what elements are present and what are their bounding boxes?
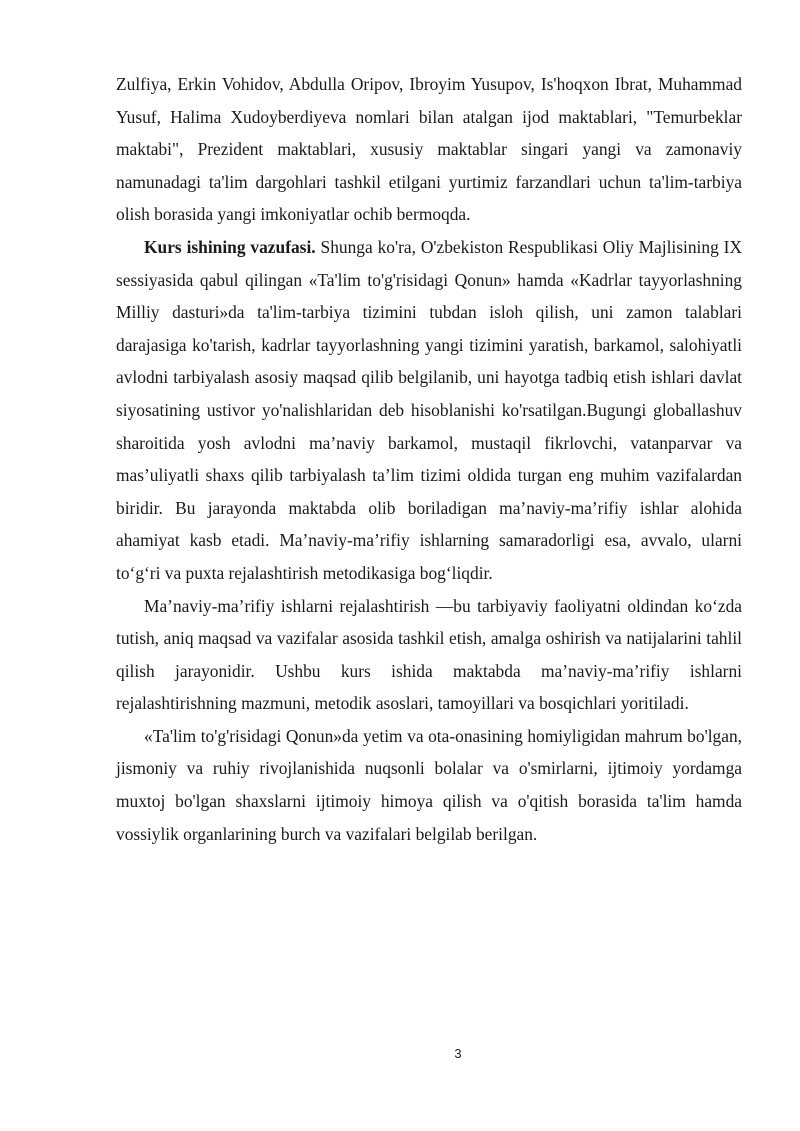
paragraph-text: Shunga ko'ra, O'zbekiston Respublikasi Oliy Majlisining IX sessiyasida qabul qilingan «Ta'lim to'g'risidagi Qonun» hamda «Kadrlar tayyorlashning Milliy dasturi»da ta'lim-tarbiya tizimini tubdan isloh qilish, uni zamon talablari darajasiga ko'tarish, kadrlar tayyorlashning yangi tizimini yaratish, barkamol, salohiyatli avlodni tarbiyalash asosiy maqsad qilib belgilanib, uni hayotga tadbiq etish ishlari davlat siyosatining ustivor yo'nalishlaridan deb hisoblanishi ko'rsatilgan.Bugungi globallashuv sharoitida yosh avlodni ma’naviy barkamol, mustaqil fikrlovchi, vatanparvar va mas’uliyatli shaxs qilib tarbiyalash ta’lim tizimi oldida turgan eng muhim vazifalardan biridir. Bu jarayonda maktabda olib boriladigan ma’naviy-ma’rifiy ishlar alohida ahamiyat kasb etadi. Ma’naviy-ma’rifiy ishlarning samaradorligi esa, avvalo, ularni to‘g‘ri va puxta rejalashtirish metodikasiga bog‘liqdir.	[116, 236, 742, 583]
paragraph-law	[116, 720, 742, 850]
paragraph-text: «Ta'lim to'g'risidagi Qonun»da yetim va ota-onasining homiyligidan mahrum bo'lgan, jismoniy va ruhiy rivojlanishida nuqsonli bolalar va o'smirlarni, ijtimoiy yordamga muxtoj bo'lgan shaxslarni ijtimoiy himoya qilish va o'qitish borasida ta'lim hamda vossiylik organlarining burch va vazifalari belgilab berilgan.	[116, 725, 742, 844]
paragraph-planning	[116, 590, 742, 720]
paragraph-course-task	[116, 231, 742, 590]
paragraph-continuation	[116, 68, 742, 231]
paragraph-text: Zulfiya, Erkin Vohidov, Abdulla Oripov, Ibroyim Yusupov, Is'hoqxon Ibrat, Muhammad Yusuf, Halima Xudoyberdiyeva nomlari bilan atalgan ijod maktablari, "Temurbeklar maktabi", Prezident maktablari, xususiy maktablar singari yangi va zamonaviy namunadagi ta'lim dargohlari tashkil etilgani yurtimiz farzandlari uchun ta'lim-tarbiya olish borasida yangi imkoniyatlar ochib bermoqda.	[116, 74, 742, 225]
paragraph-text: Ma’naviy-ma’rifiy ishlarni rejalashtirish —bu tarbiyaviy faoliyatni oldindan ko‘zda tutish, aniq maqsad va vazifalar asosida tashkil etish, amalga oshirish va natijalarini tahlil qilish jarayonidir. Ushbu kurs ishida maktabda ma’naviy-ma’rifiy ishlarni rejalashtirishning mazmuni, metodik asoslari, tamoyillari va bosqichlari yoritiladi.	[116, 595, 742, 714]
page-number-value: 3	[454, 1046, 462, 1061]
page-number	[58, 1046, 800, 1061]
document-page	[116, 68, 742, 850]
paragraph-lead-heading: Kurs ishining vazufasi.	[144, 236, 316, 257]
